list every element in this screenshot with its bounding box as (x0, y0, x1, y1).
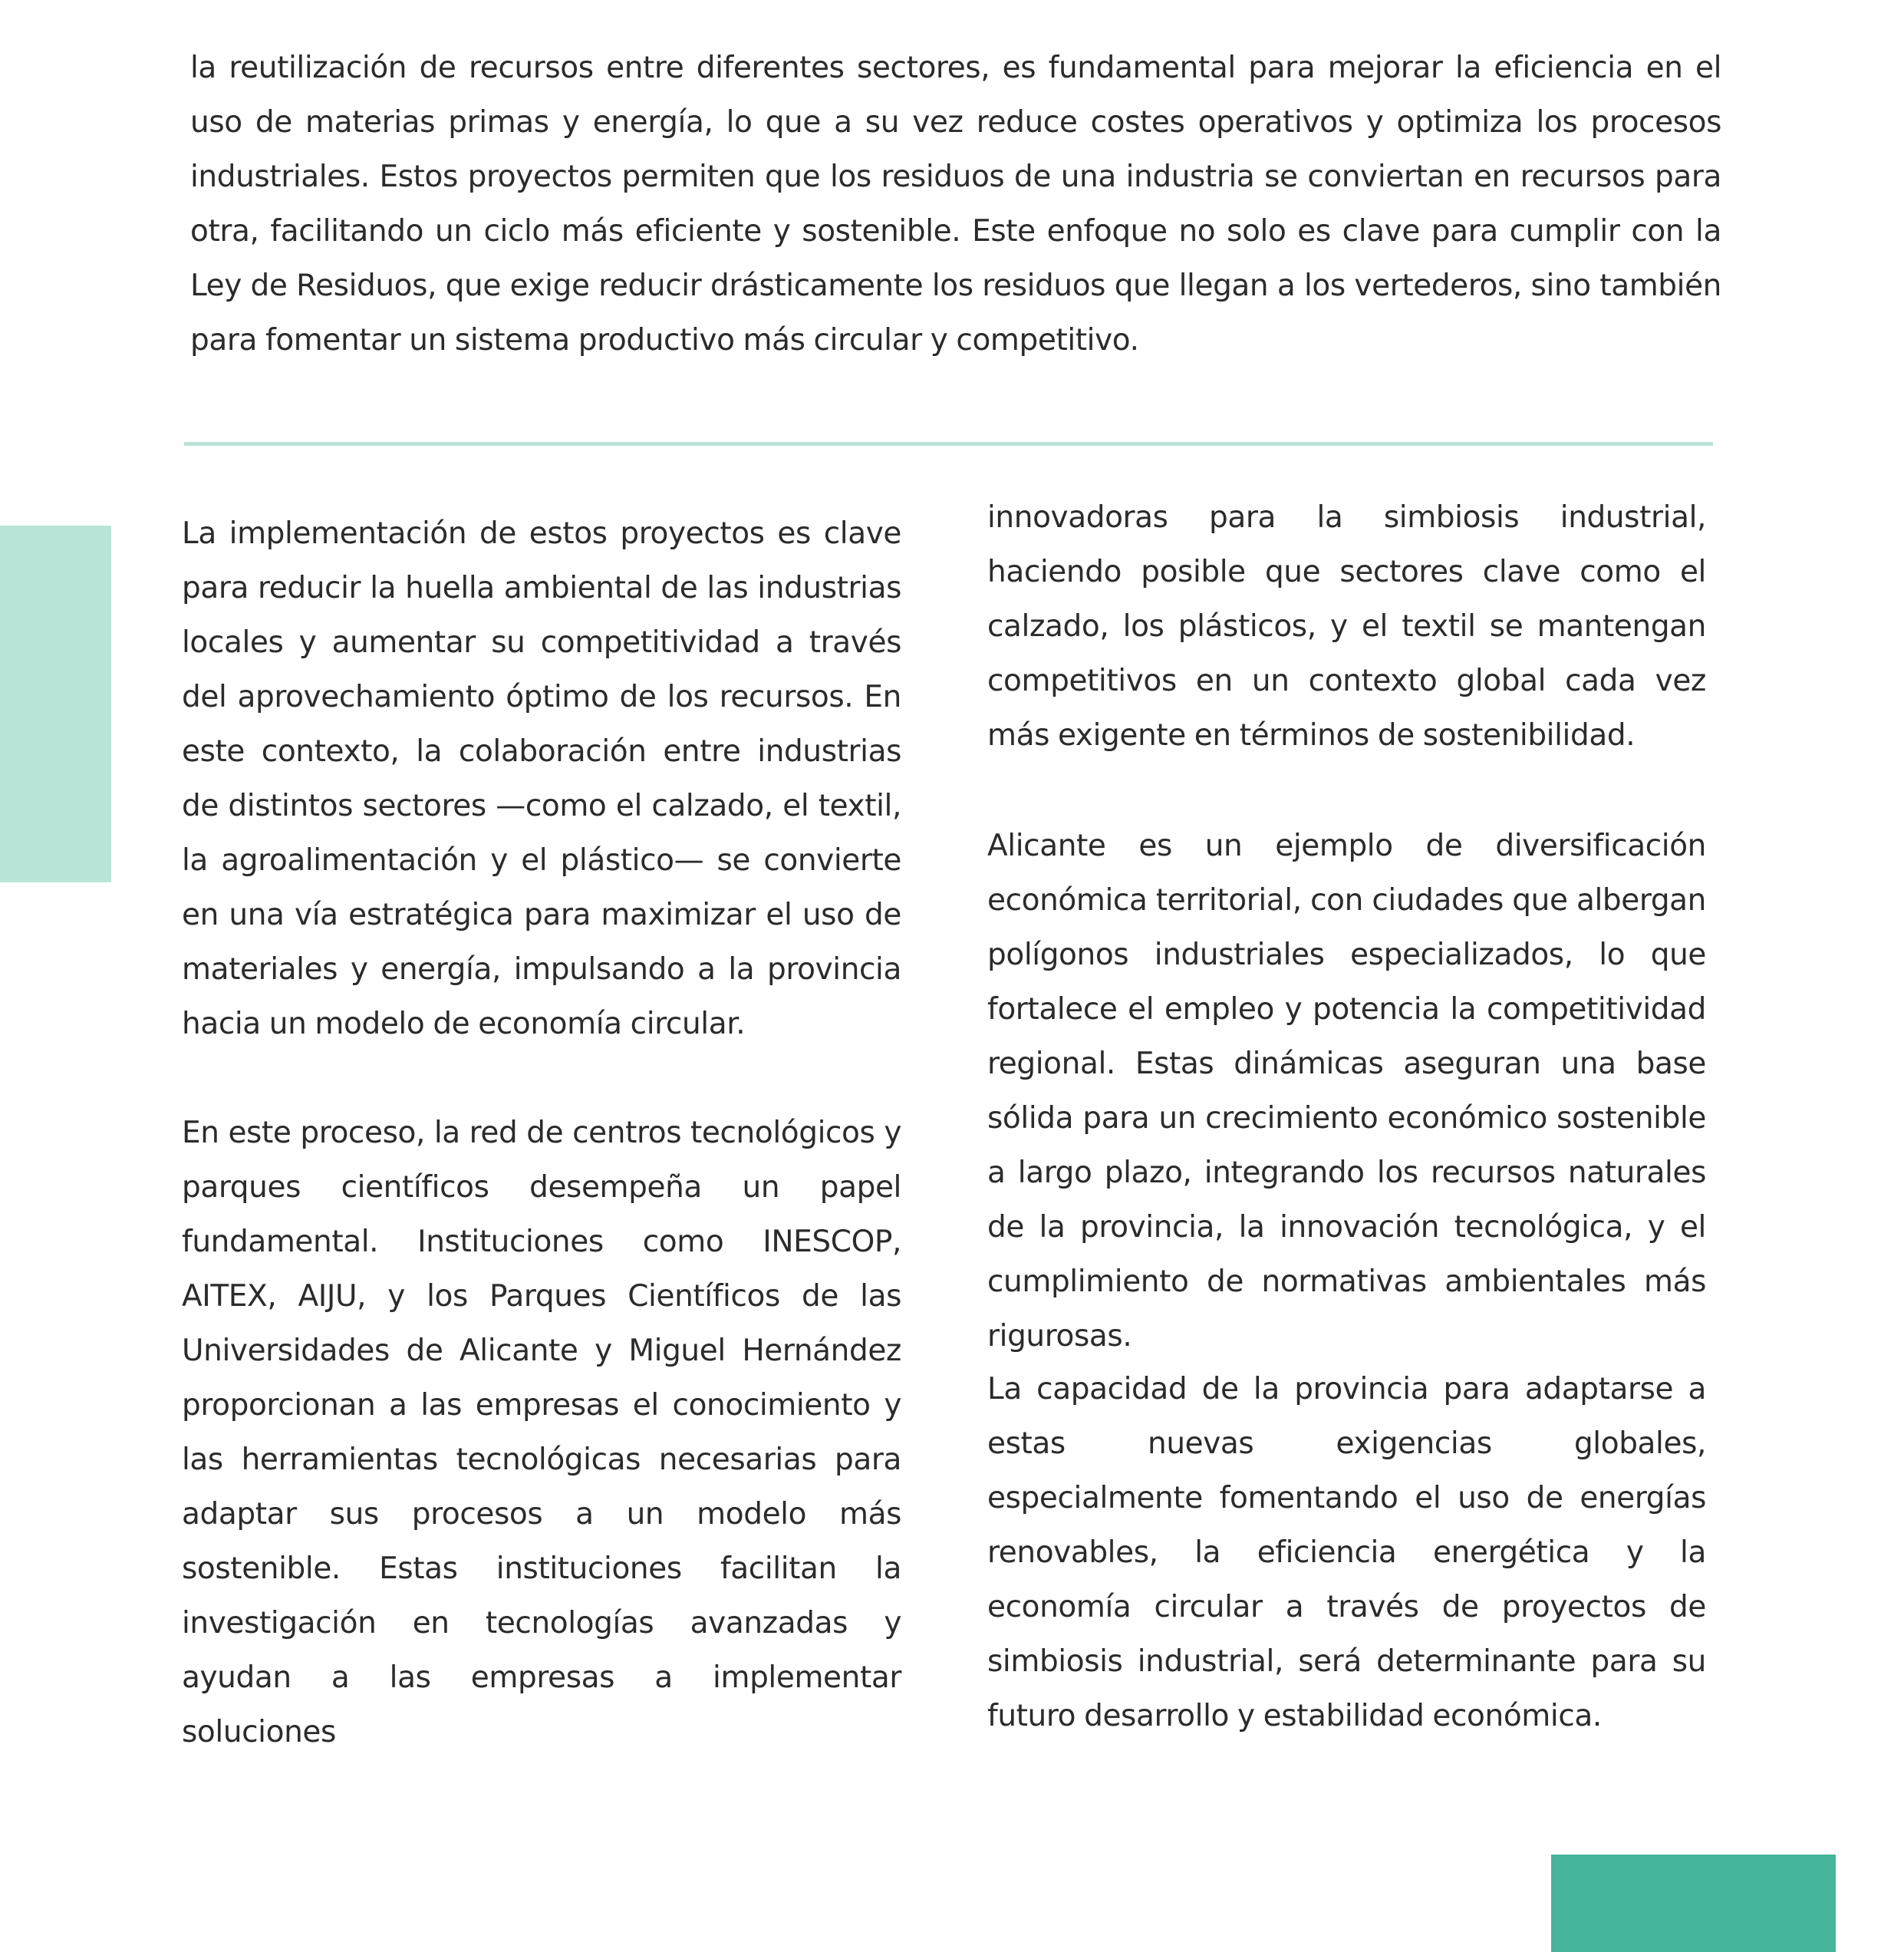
section-divider (184, 442, 1713, 446)
left-column-paragraph-2: En este proceso, la red de centros tecnológicos y parques científicos desempeña un papel fundamental. Instituciones como INESCOP, AITEX, AIJU, y los Parques Científicos de las Universidades de Alicante y Miguel Hernández proporcionan a las empresas el conocimiento y las herramientas tecnológicas necesarias para adaptar sus procesos a un modelo más sostenible. Estas instituciones facilitan la investigación en tecnologías avanzadas y ayudan a las empresas a implementar soluciones (182, 1116, 901, 1749)
right-column-paragraph-3: La capacidad de la provincia para adaptarse a estas nuevas exigencias globales, especialmente fomentando el uso de energías renovables, la eficiencia energética y la economía circular a través de proyectos de simbiosis industrial, será determinante para su futuro desarrollo y estabilidad económica. (987, 1372, 1706, 1733)
side-accent-bar (0, 526, 111, 882)
right-column-paragraph-1: innovadoras para la simbiosis industrial, haciendo posible que sectores clave como el calzado, los plásticos, y el textil se mantengan competitivos en un contexto global cada vez más exigente en términos de sostenibilidad. (987, 500, 1706, 753)
intro-paragraph: la reutilización de recursos entre diferentes sectores, es fundamental para mejorar la eficiencia en el uso de materias primas y energía, lo que a su vez reduce costes operativos y optimiza los procesos industriales. Estos proyectos permiten que los residuos de una industria se conviertan en recursos para otra, facilitando un ciclo más eficiente y sostenible. Este enfoque no solo es clave para cumplir con la Ley de Residuos, que exige reducir drásticamente los residuos que llegan a los vertederos, sino también para fomentar un sistema productivo más circular y competitivo. (190, 51, 1721, 358)
left-column-paragraph-1: La implementación de estos proyectos es clave para reducir la huella ambiental de las industrias locales y aumentar su competitividad a través del aprovechamiento óptimo de los recursos. En este contexto, la colaboración entre industrias de distintos sectores —como el calzado, el textil, la agroalimentación y el plástico— se convierte en una vía estratégica para maximizar el uso de materiales y energía, impulsando a la provincia hacia un modelo de economía circular. (182, 516, 901, 1041)
corner-accent-block (1551, 1855, 1836, 1952)
right-column-paragraph-2: Alicante es un ejemplo de diversificación económica territorial, con ciudades que albergan polígonos industriales especializados, lo que fortalece el empleo y potencia la competitividad regional. Estas dinámicas aseguran una base sólida para un crecimiento económico sostenible a largo plazo, integrando los recursos naturales de la provincia, la innovación tecnológica, y el cumplimiento de normativas ambientales más rigurosas. (987, 829, 1706, 1354)
